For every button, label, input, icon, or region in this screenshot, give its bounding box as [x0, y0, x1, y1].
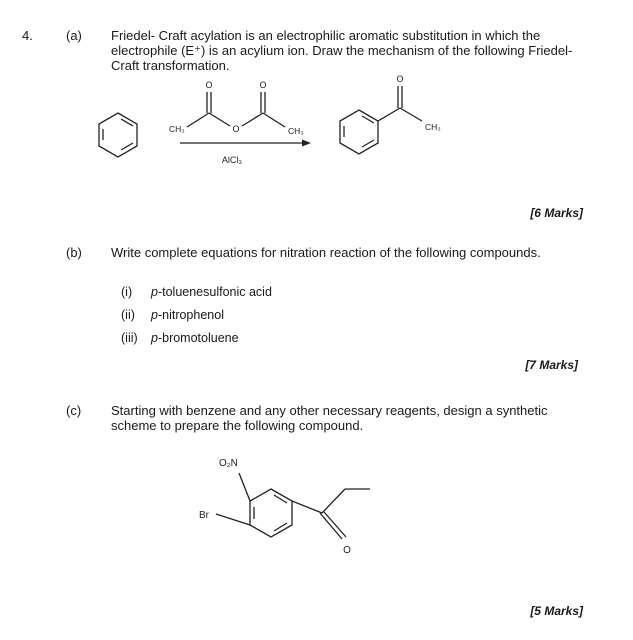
part-c-marks: [5 Marks] [530, 604, 583, 618]
target-br-label: Br [199, 510, 209, 521]
item-name: -nitrophenol [157, 308, 224, 322]
item-prefix: p [151, 331, 158, 345]
item-prefix: p [151, 308, 158, 322]
anhydride-ch3-left: CH₃ [169, 124, 185, 134]
target-compound-structure [216, 473, 370, 539]
anhydride-o-left: O [205, 80, 213, 90]
acetophenone-product [340, 86, 422, 154]
part-c-line-2: scheme to prepare the following compound. [111, 418, 364, 433]
part-b-label: (b) [66, 245, 82, 260]
product-ch3: CH₃ [425, 122, 441, 132]
item-name: -bromotoluene [157, 331, 239, 345]
part-a-label: (a) [66, 28, 82, 43]
question-number: 4. [22, 28, 33, 43]
part-c-text [111, 403, 548, 433]
product-o: O [396, 74, 404, 84]
part-b-item-1 [121, 285, 272, 299]
target-o2n-label: O₂N [219, 458, 238, 469]
anhydride-ch3-right: CH₃ [288, 126, 304, 136]
benzene-reactant [99, 113, 137, 157]
item-name: -toluenesulfonic acid [157, 285, 272, 299]
part-a-line-3: Craft transformation. [111, 58, 230, 73]
part-c-line-1: Starting with benzene and any other necessary reagents, design a synthetic [111, 403, 548, 418]
anhydride-o-right: O [259, 80, 267, 90]
part-c-target-compound [0, 440, 633, 570]
part-a-text [111, 28, 572, 73]
part-b-item-3 [121, 331, 239, 345]
part-b-marks: [7 Marks] [525, 358, 578, 372]
item-numeral: (ii) [121, 308, 135, 322]
part-b-text: Write complete equations for nitration reaction of the following compounds. [111, 245, 541, 260]
part-a-line-1: Friedel- Craft acylation is an electrophilic aromatic substitution in which the [111, 28, 541, 43]
part-a-marks: [6 Marks] [530, 206, 583, 220]
item-numeral: (i) [121, 285, 133, 299]
part-a-line-2: electrophile (E⁺) is an acylium ion. Draw the mechanism of the following Friedel- [111, 43, 573, 58]
part-c-label: (c) [66, 403, 82, 418]
catalyst-alcl3: AlCl₃ [221, 155, 243, 165]
part-a-reaction-scheme [0, 70, 633, 180]
anhydride-o-bridge: O [232, 124, 240, 134]
item-prefix: p [151, 285, 158, 299]
reaction-arrow [180, 140, 311, 147]
item-numeral: (iii) [121, 331, 138, 345]
part-b-item-2 [121, 308, 224, 322]
target-o-label: O [343, 545, 351, 556]
acetic-anhydride [187, 92, 285, 127]
